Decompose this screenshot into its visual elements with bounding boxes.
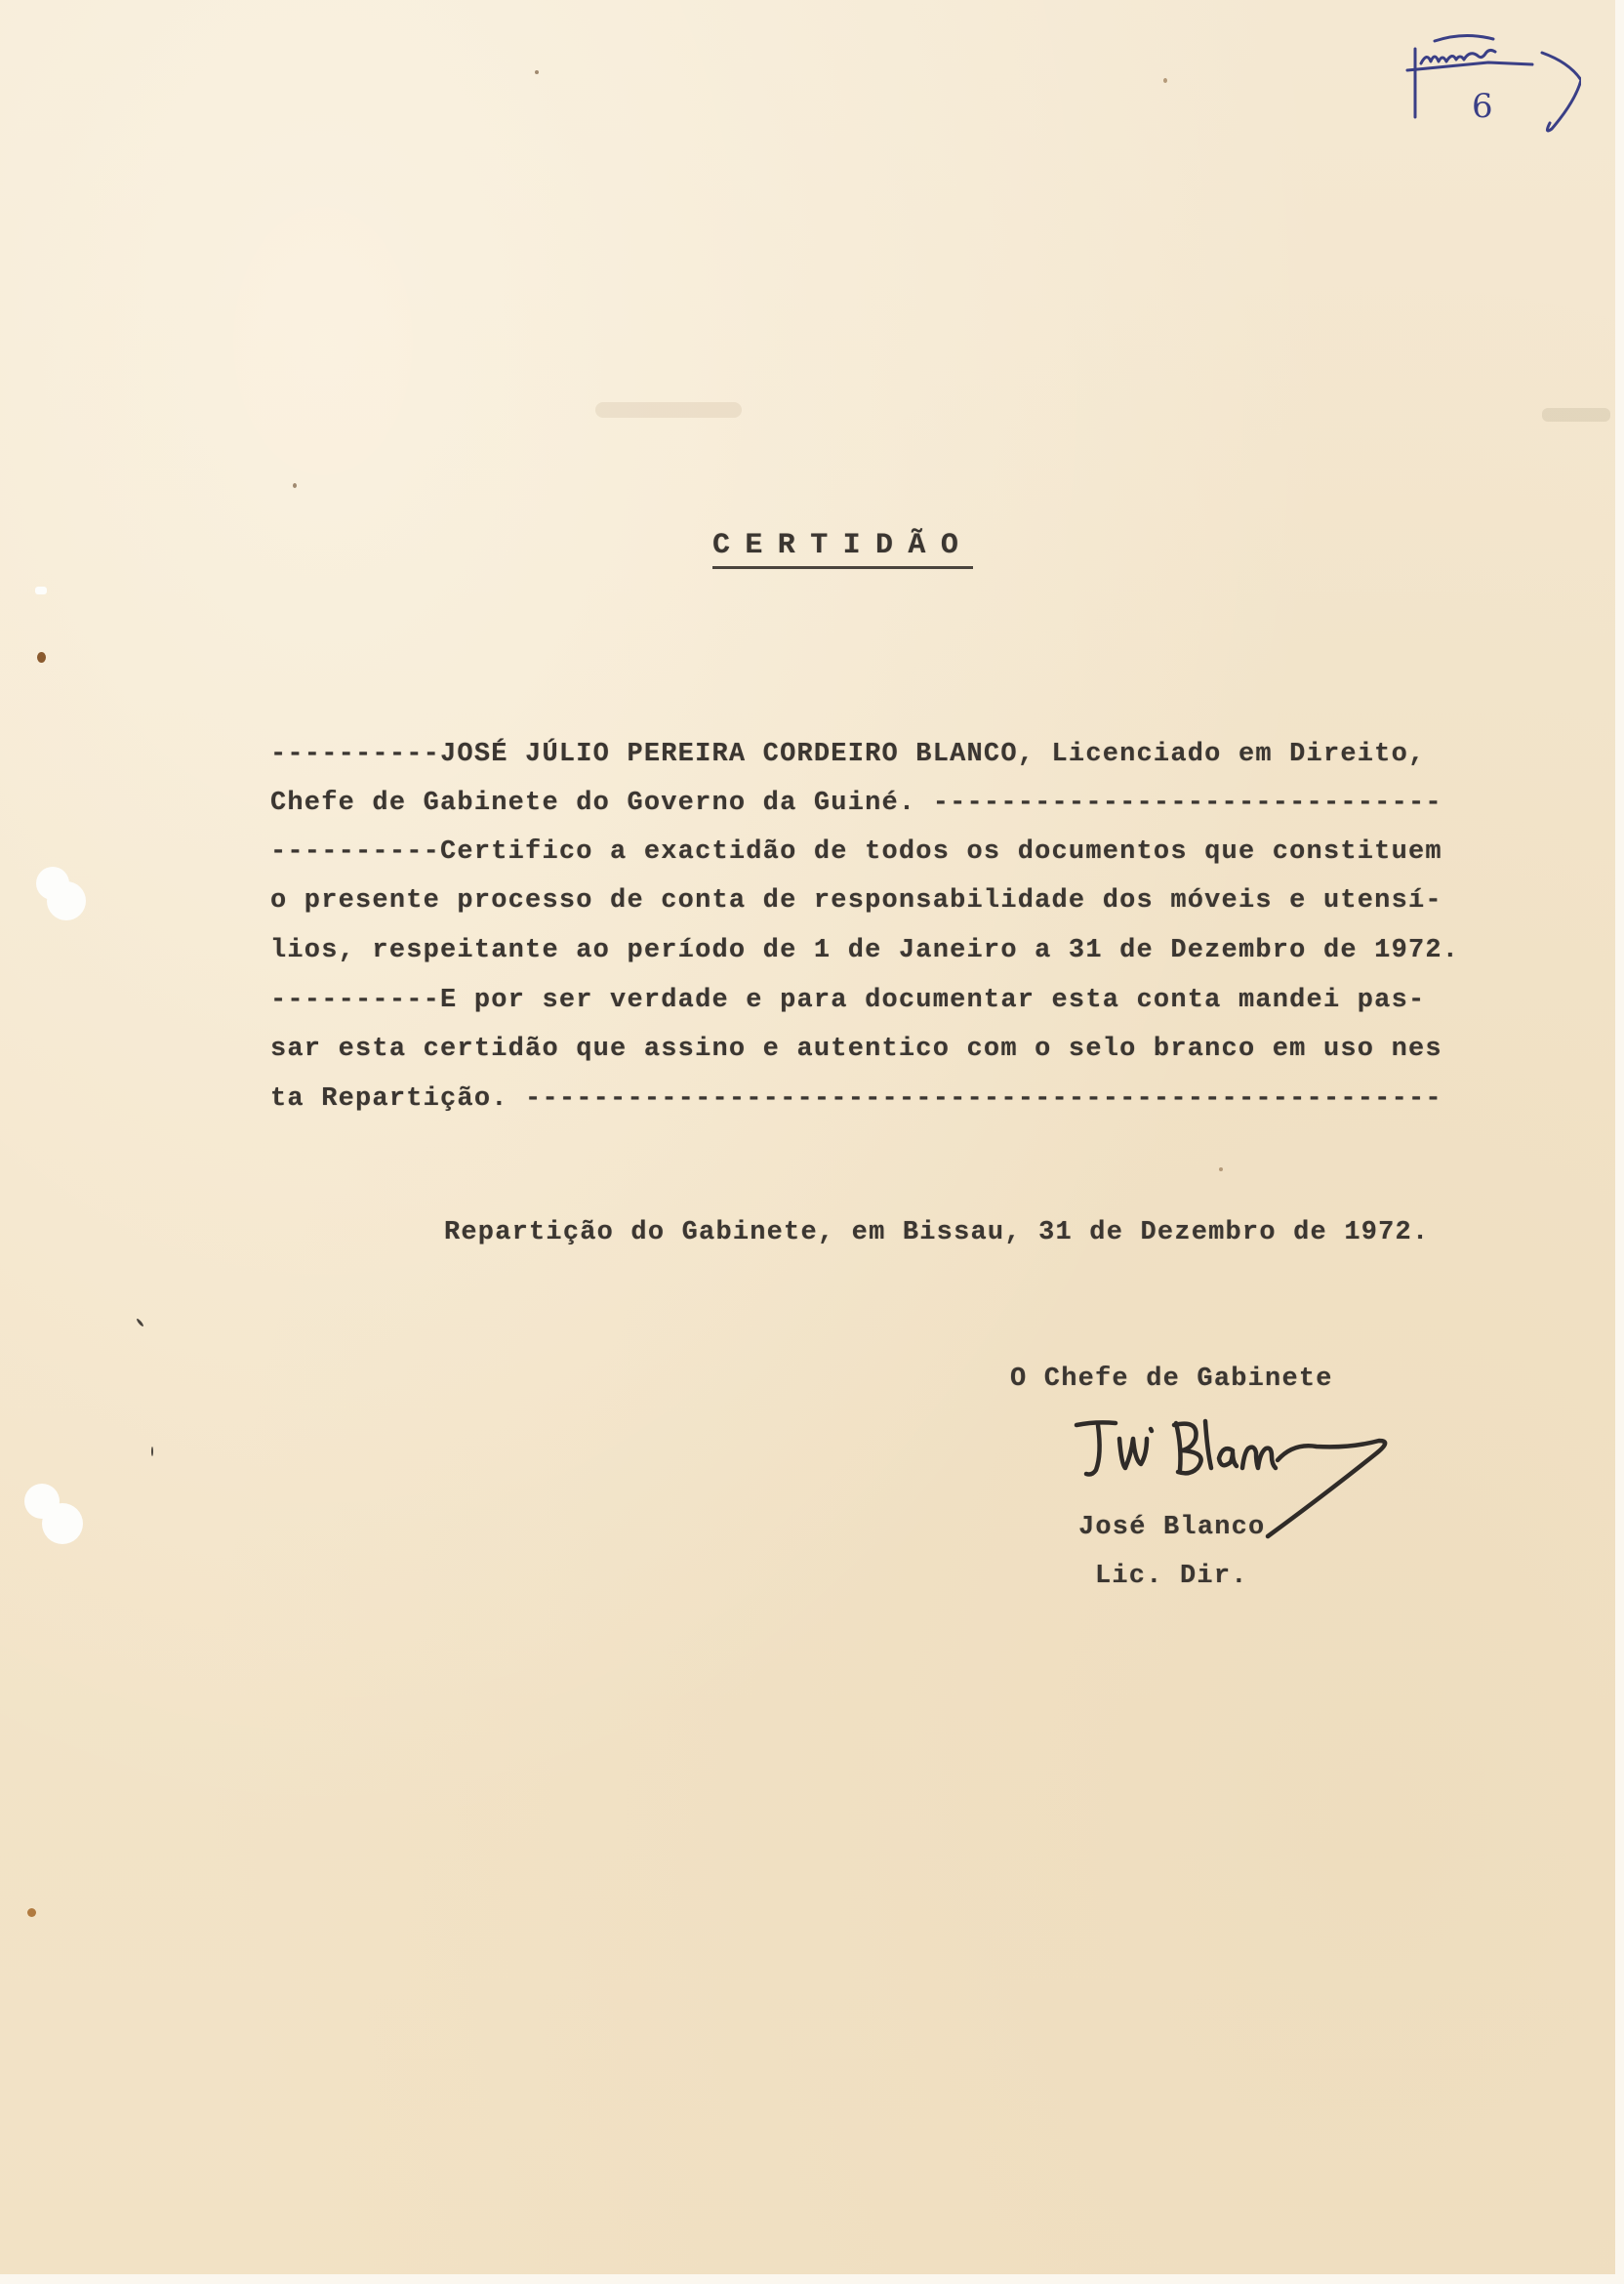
handwritten-signature [1069,1415,1401,1581]
body-line-5: lios, respeitante ao período de 1 de Janeiro a 31 de Dezembro de 1972. [270,936,1460,965]
dirt-speck [535,70,539,74]
dirt-speck [1219,1167,1223,1171]
body-line-6: ----------E por ser verdade e para documentar esta conta mandei pas- [270,986,1426,1015]
dirt-speck [1163,78,1167,83]
offset-impression [595,402,742,418]
place-date: Repartição do Gabinete, em Bissau, 31 de Dezembro de 1972. [444,1218,1430,1247]
rust-speck [37,652,46,663]
page-number: 6 [1472,87,1493,126]
rust-speck [27,1908,36,1917]
signatory-name: José Blanco [1078,1513,1266,1542]
punch-hole [42,1503,83,1544]
punch-hole [35,587,47,594]
body-line-8: ta Repartição. ------------------------------------------------------ [270,1084,1442,1114]
body-line-1: ----------JOSÉ JÚLIO PEREIRA CORDEIRO BLANCO, Licenciado em Direito, [270,740,1426,769]
document-title: CERTIDÃO [712,529,973,569]
dirt-speck [293,483,297,488]
body-line-3: ----------Certifico a exactidão de todos os documentos que constituem [270,837,1442,867]
signature-role: O Chefe de Gabinete [1010,1365,1333,1394]
body-line-2: Chefe de Gabinete do Governo da Guiné. ------------------------------ [270,789,1442,818]
signatory-credential: Lic. Dir. [1095,1562,1248,1591]
body-line-7: sar esta certidão que assino e autentico com o selo branco em uso nes [270,1035,1442,1064]
offset-impression [1542,408,1610,422]
punch-hole [47,881,86,920]
body-line-4: o presente processo de conta de responsabilidade dos móveis e utensí- [270,886,1442,916]
ink-mark [136,1318,144,1327]
ink-mark [151,1447,153,1456]
handwritten-annotation [1396,20,1581,137]
